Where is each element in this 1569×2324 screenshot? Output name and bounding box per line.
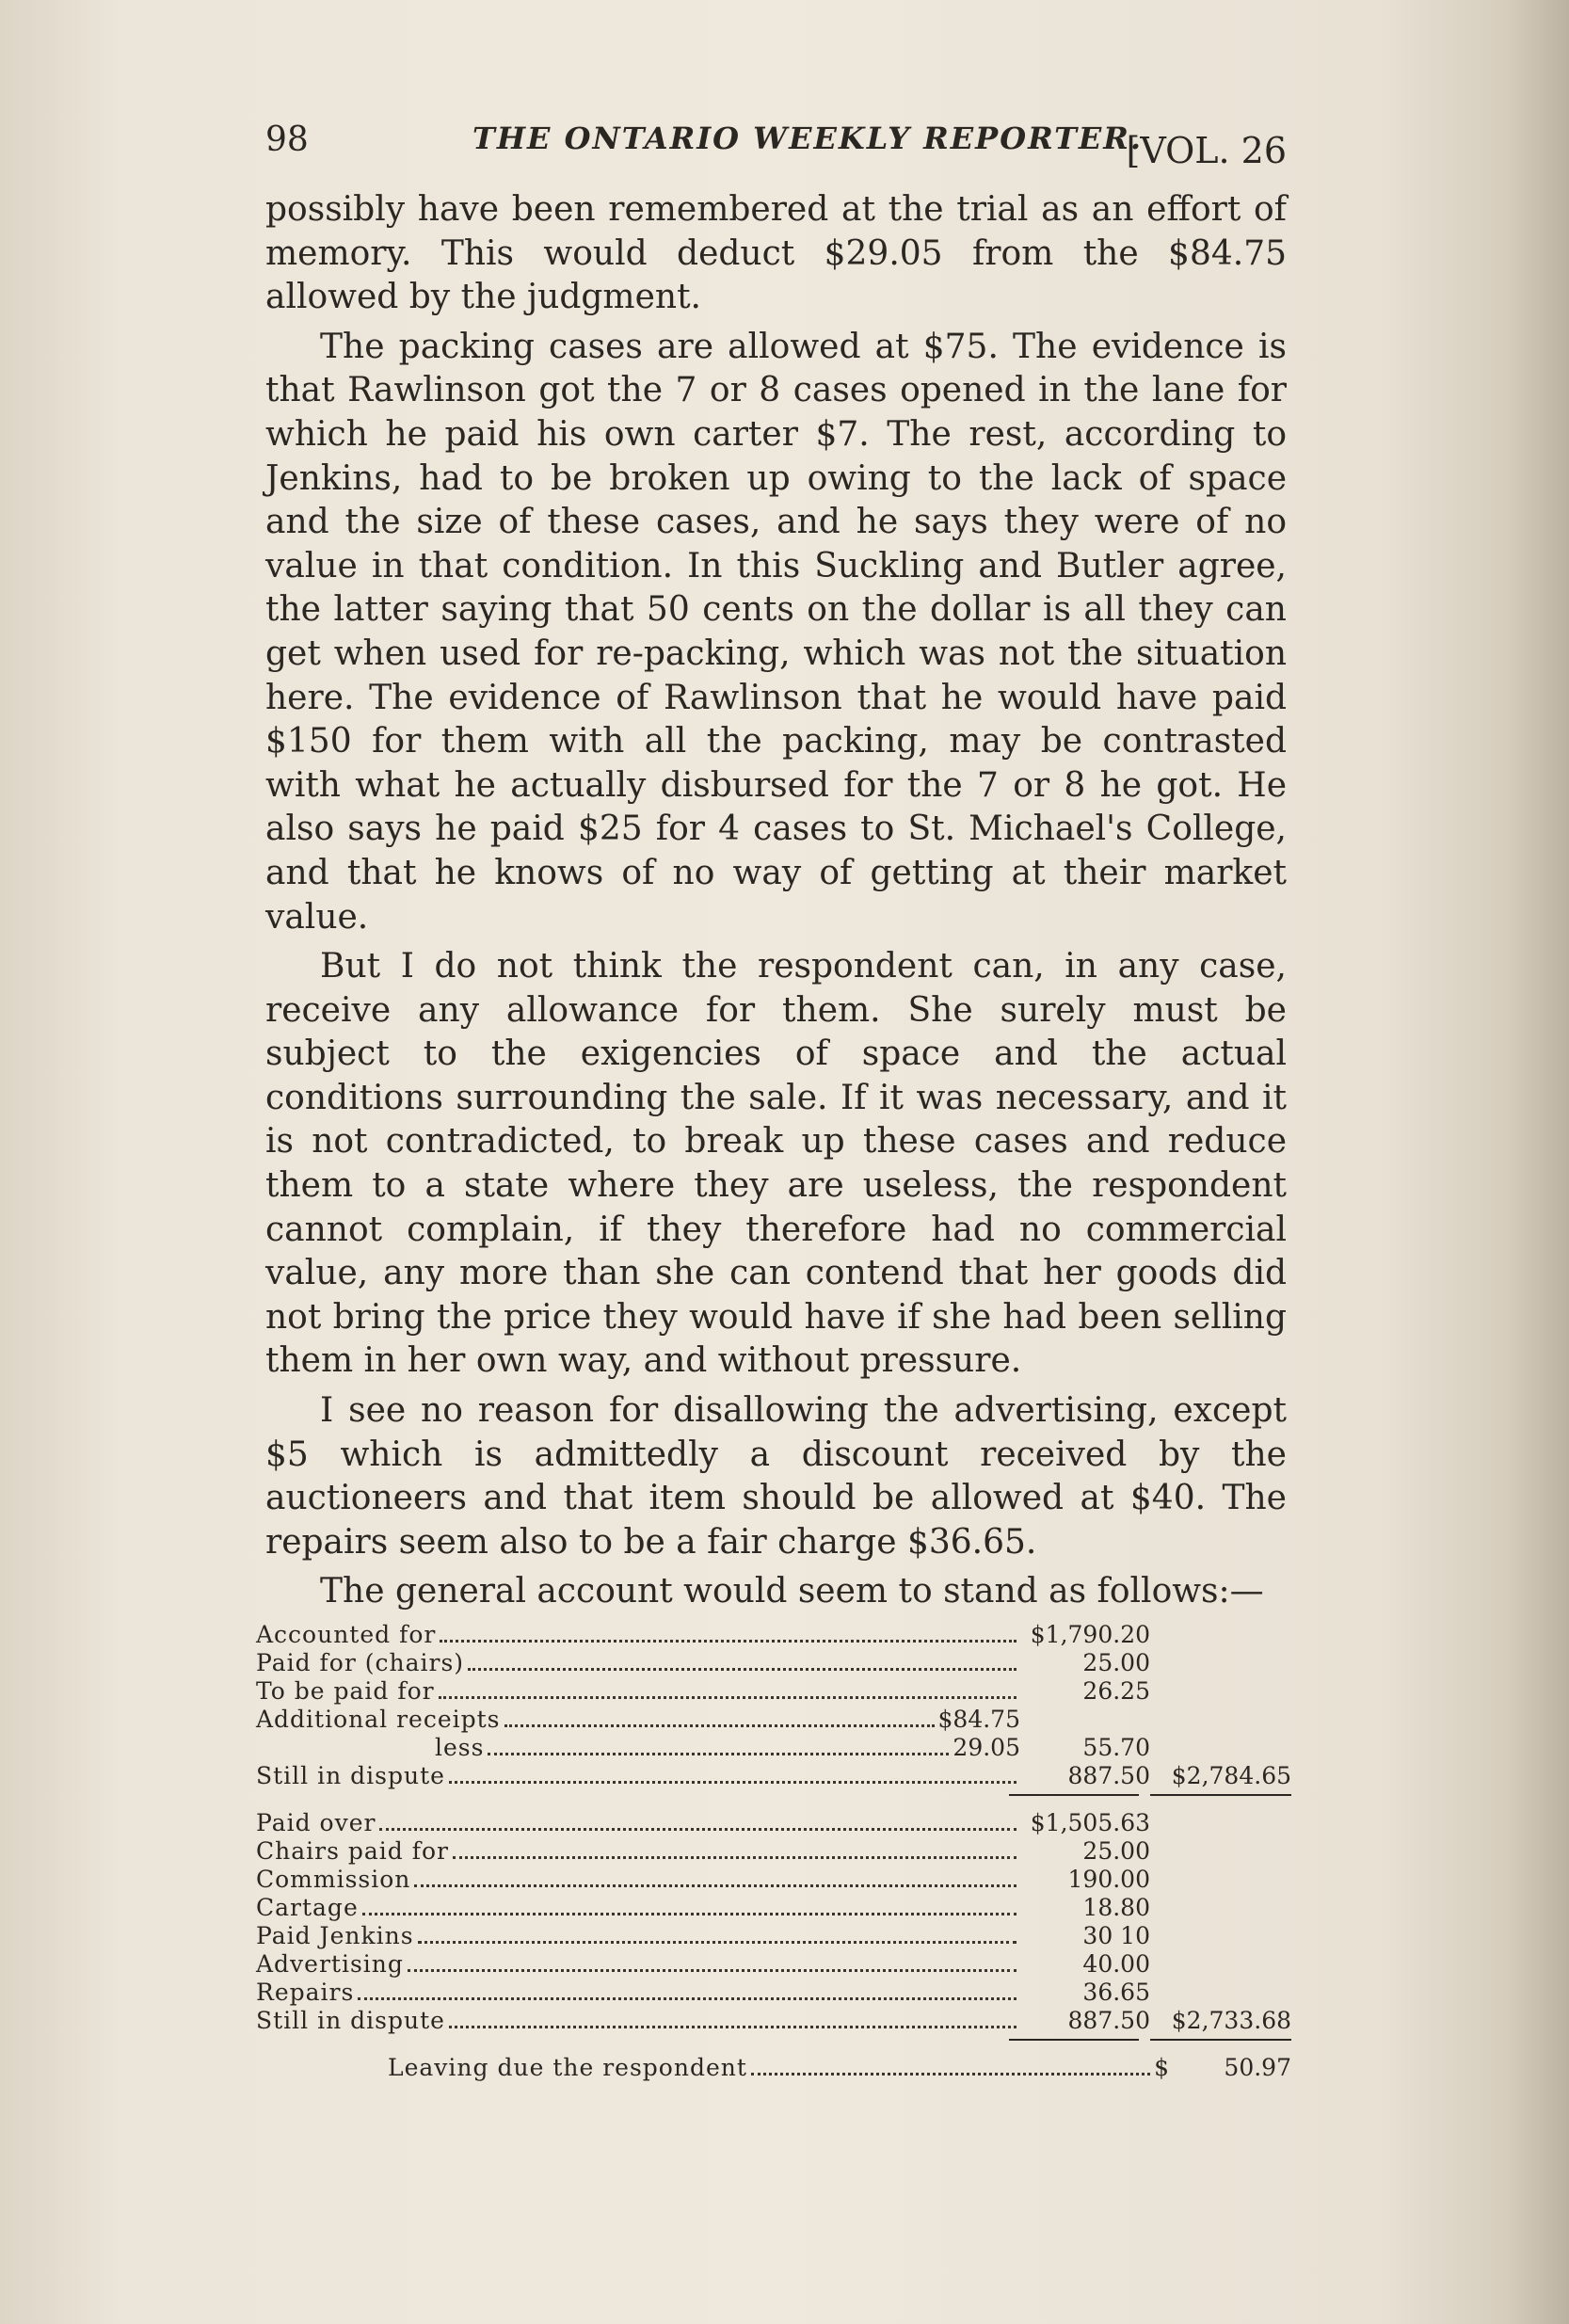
paragraph: I see no reason for disallowing the advertising, except $5 which is admittedly a discount received by the auctioneers and that item should be allowed at $40. The repairs seem also to be a fair charge $36.65. [265, 1391, 1287, 1562]
account-label: Still in dispute [256, 1762, 445, 1789]
account-statement [256, 1621, 1291, 2082]
account-row [256, 1677, 1291, 1706]
account-row [256, 1649, 1291, 1677]
total-rule [256, 2035, 1291, 2054]
account-row [256, 1894, 1291, 1922]
account-label: To be paid for [256, 1677, 435, 1705]
leader-dots [751, 2056, 1150, 2076]
account-amount: 887.50 [1067, 2007, 1150, 2034]
account-label: Commission [256, 1866, 411, 1893]
leader-dots [414, 1867, 1017, 1887]
account-label: Repairs [256, 1979, 355, 2006]
leader-dots [468, 1651, 1017, 1671]
account-label: Paid Jenkins [256, 1922, 414, 1949]
account-row [256, 2007, 1291, 2035]
account-amount: 190.00 [1067, 1866, 1150, 1893]
leader-dots [362, 1896, 1017, 1915]
account-amount: 887.50 [1067, 1762, 1150, 1789]
leader-dots [418, 1924, 1017, 1944]
paragraph: The packing cases are allowed at $75. The evidence is that Rawlinson got the 7 or 8 cases opened in the lane for which he paid his own carter $7. The rest, according to Jenkins, had to be broken up owing to the lack of space and the size of these cases, and he says they were of no value in that condition. In this Suckling and Butler agree, the latter saying that 50 cents on the dollar is all they can get when used for re-packing, which was not the situation here. The evidence of Rawlinson that he would have paid $150 for them with all the packing, may be contrasted with what he actually disbursed for the 7 or 8 he got. He also says he paid $25 for 4 cases to St. Michael's College, and that he knows of no way of getting at their market value. [265, 327, 1287, 937]
account-sub-amount: $84.75 [937, 1706, 1020, 1733]
balance-label: Leaving due the respondent [388, 2054, 747, 2081]
account-row [256, 1621, 1291, 1649]
leader-dots [439, 1679, 1017, 1699]
account-amount: 25.00 [1082, 1837, 1150, 1865]
account-total: $2,784.65 [1171, 1762, 1291, 1789]
account-row [256, 1922, 1291, 1950]
balance-row [256, 2054, 1291, 2082]
running-title: THE ONTARIO WEEKLY REPORTER. [472, 120, 1144, 156]
account-row [256, 1866, 1291, 1894]
leader-dots [449, 1764, 1017, 1784]
total-rule [256, 1790, 1291, 1809]
account-amount: 40.00 [1082, 1950, 1150, 1978]
account-row [256, 1809, 1291, 1837]
account-amount: 18.80 [1082, 1894, 1150, 1921]
page-header [265, 115, 1287, 171]
account-row [256, 1979, 1291, 2007]
account-row [256, 1837, 1291, 1866]
account-amount: $1,790.20 [1030, 1621, 1150, 1648]
account-label: Paid over [256, 1809, 376, 1836]
body-text [265, 188, 1287, 1620]
account-total: $2,733.68 [1171, 2007, 1291, 2034]
account-amount: 25.00 [1082, 1649, 1150, 1676]
paragraph: The general account would seem to stand as follows:— [320, 1572, 1264, 1611]
leader-dots [449, 2009, 1017, 2028]
volume-number: [VOL. 26 [1126, 130, 1287, 171]
account-sub-amount: 29.05 [953, 1734, 1020, 1761]
balance-amount: 50.97 [1224, 2054, 1291, 2081]
account-row [256, 1734, 1291, 1762]
account-row [256, 1762, 1291, 1790]
account-label: Advertising [256, 1950, 404, 1978]
account-amount: 26.25 [1082, 1677, 1150, 1705]
account-label: less [435, 1734, 485, 1761]
leader-dots [488, 1736, 949, 1755]
account-label: Still in dispute [256, 2007, 445, 2034]
paragraph: possibly have been remembered at the trial as an effort of memory. This would deduct $29.05 from the $84.75 allowed by the judgment. [265, 190, 1287, 317]
account-amount: 55.70 [1082, 1734, 1150, 1761]
paragraph: But I do not think the respondent can, in any case, receive any allowance for them. She surely must be subject to the exigencies of space and the actual conditions surrounding the sale. If it was necessary, and it is not contradicted, to break up these cases and reduce them to a state where they are useless, the respondent cannot complain, if they therefore had no commercial value, any more than she can contend that her goods did not bring the price they would have if she had been selling them in her own way, and without pressure. [265, 947, 1287, 1381]
leader-dots [408, 1952, 1017, 1972]
leader-dots [504, 1707, 935, 1727]
account-amount: 30 10 [1082, 1922, 1150, 1949]
account-amount: 36.65 [1082, 1979, 1150, 2006]
account-label: Accounted for [256, 1621, 437, 1648]
leader-dots [440, 1623, 1017, 1643]
account-row [256, 1950, 1291, 1979]
account-amount: $1,505.63 [1030, 1809, 1150, 1836]
account-row [256, 1706, 1291, 1734]
leader-dots [379, 1811, 1017, 1831]
account-label: Additional receipts [256, 1706, 501, 1733]
leader-dots [453, 1839, 1017, 1859]
account-label: Cartage [256, 1894, 359, 1921]
account-label: Paid for (chairs) [256, 1649, 465, 1676]
page-number: 98 [265, 120, 309, 159]
leader-dots [358, 1980, 1017, 2000]
balance-currency: $ [1154, 2054, 1169, 2081]
account-label: Chairs paid for [256, 1837, 449, 1865]
